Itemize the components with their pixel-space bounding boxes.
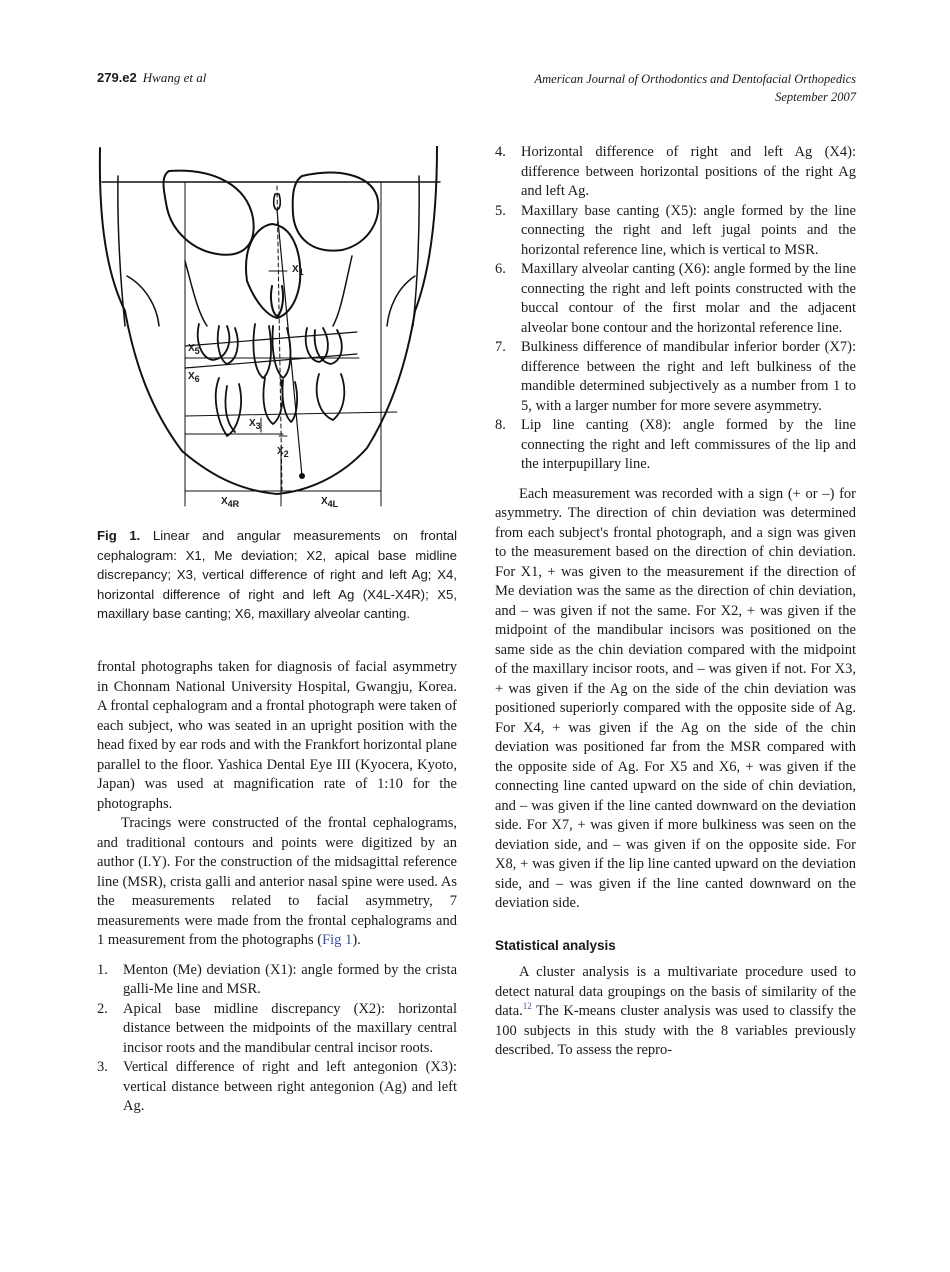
body-paragraph — [495, 963, 856, 1061]
list-number: 5. — [495, 202, 506, 219]
left-orbit — [293, 173, 379, 251]
running-header-left — [97, 70, 206, 86]
page-number: 279.e2 — [97, 70, 137, 85]
paragraph-text-end: The K-means cluster analysis was used to classify the 100 subjects in this study with the 8 variables previously described. To assess the repro- — [495, 1003, 856, 1058]
right-maxilla-contour — [185, 261, 207, 326]
list-item — [97, 1000, 457, 1059]
paragraph-text: A cluster analysis is a multivariate procedure used to detect natural data groupings on the basis of similarity of the data. — [495, 964, 856, 1019]
right-lower-root — [225, 386, 235, 432]
skull-outline — [100, 146, 437, 494]
list-text: Menton (Me) deviation (X1): angle formed by the crista galli-Me line and MSR. — [123, 961, 457, 997]
label-x4r — [221, 496, 239, 507]
list-item — [495, 260, 856, 338]
right-lower-molar — [216, 378, 241, 436]
paragraph-text: Tracings were constructed of the frontal cephalograms, and traditional contours and points were digitized by an author (I.Y). For the construction of the midsagittal reference line (MSR), crista galli and anterior nasal spine were used. As the measurements related to facial asymmetry, 7 measurements were made from the frontal cephalograms and 1 measurement from the photographs ( — [97, 815, 457, 948]
left-central-incisor — [272, 326, 290, 378]
list-item — [495, 143, 856, 202]
list-item — [495, 338, 856, 416]
list-text: Bulkiness difference of mandibular inferior border (X7): difference between the right and left bulkiness of the mandible determined subjectively as a number from 1 to 5, with a larger number for more severe asymmetry. — [521, 339, 856, 414]
label-x1-sub: 1 — [298, 267, 304, 277]
journal-title: American Journal of Orthodontics and Dentofacial Orthopedics — [534, 72, 856, 86]
label-x5-letter: X — [188, 343, 195, 354]
paragraph-text-end: ). — [352, 932, 361, 948]
teeth-group — [198, 324, 345, 436]
list-text: Maxillary alveolar canting (X6): angle formed by the line connecting the right and left points constructed with the buccal contour of the first molar and the adjacent alveolar bone contour and the horizontal reference line. — [521, 261, 856, 336]
section-heading: Statistical analysis — [495, 937, 616, 953]
label-x5-sub: 5 — [194, 346, 200, 356]
right-column — [495, 143, 856, 1061]
running-header-right — [535, 70, 857, 106]
measurement-list-part-2 — [495, 143, 856, 475]
caption-label: Fig 1. — [97, 528, 141, 543]
journal-issue: September 2007 — [775, 90, 856, 104]
body-paragraph: frontal photographs taken for diagnosis of facial asymmetry in Chonnam National University Hospital, Gwangju, Korea. A frontal cephalogram and a frontal photograph were taken of each subject, who was seated in an upright position with the head fixed by ear rods and with the Frankfort horizontal plane parallel to the floor. Yashica Dental Eye III (Kyocera, Kyoto, Japan) was used at magnification rate of 1:10 for the photographs. — [97, 659, 457, 812]
label-x6-letter: X — [188, 371, 195, 382]
list-number: 4. — [495, 144, 506, 160]
cephalogram-drawing — [97, 146, 457, 516]
menton-point — [300, 474, 304, 478]
list-text: Horizontal difference of right and left Ag (X4): difference between horizontal positions of the right Ag and left Ag. — [521, 144, 856, 199]
left-jugal-contour — [387, 276, 415, 326]
left-maxilla-contour — [333, 256, 352, 326]
list-item — [495, 202, 856, 261]
label-x2-sub: 2 — [283, 449, 289, 459]
label-x3-sub: 3 — [255, 421, 261, 431]
label-x4r-letter: X — [221, 496, 228, 507]
list-text: Vertical difference of right and left antegonion (X3): vertical distance between right antegonion (Ag) and left Ag. — [123, 1059, 457, 1114]
caption-text: Linear and angular measurements on frontal cephalogram: X1, Me deviation; X2, apical base midline discrepancy; X3, vertical difference of right and left Ag; X4, horizontal difference of right and left Ag (X4L-X4R); X5, maxillary base canting; X6, maxillary alveolar canting. — [97, 528, 458, 621]
list-item — [97, 961, 457, 1000]
label-x3 — [249, 418, 261, 429]
running-authors: Hwang et al — [142, 70, 207, 85]
left-column — [97, 658, 457, 1117]
reference-link[interactable]: 12 — [522, 1001, 532, 1012]
list-text: Maxillary base canting (X5): angle formed by the line connecting the right and left jugal points and the horizontal reference line, which is vertical to MSR. — [521, 202, 856, 258]
label-x4l-letter: X — [321, 496, 328, 507]
label-x5 — [188, 343, 200, 354]
list-text: Apical base midline discrepancy (X2): horizontal distance between the midpoints of the maxillary central incisor roots and the mandibular central incisor roots. — [123, 1000, 457, 1056]
label-x2-letter: X — [277, 446, 284, 457]
label-x6 — [188, 371, 200, 382]
right-central-incisor — [253, 324, 271, 378]
list-number: 3. — [97, 1059, 108, 1075]
label-x1-letter: X — [292, 264, 299, 275]
list-number: 1. — [97, 961, 108, 978]
measurement-list-part-1 — [97, 961, 457, 1117]
right-orbit — [164, 171, 254, 255]
list-item — [97, 1058, 457, 1117]
figure-caption — [97, 526, 457, 624]
lower-central-incisors — [263, 378, 282, 424]
list-item — [495, 416, 856, 475]
label-x4r-sub: 4R — [227, 499, 240, 509]
label-x1 — [292, 264, 304, 275]
list-number: 7. — [495, 339, 506, 355]
label-x4l — [321, 496, 338, 507]
right-jugal-contour — [127, 276, 159, 326]
label-x2 — [277, 446, 289, 457]
list-number: 6. — [495, 261, 506, 277]
list-text: Lip line canting (X8): angle formed by the line connecting the right and left commissures of the lip and the interpupillary line. — [521, 417, 856, 472]
label-x6-sub: 6 — [194, 374, 200, 384]
label-x3-letter: X — [249, 418, 256, 429]
right-upper-molar — [198, 324, 230, 360]
cephalogram-figure — [97, 146, 457, 516]
body-paragraph: Each measurement was recorded with a sign (+ or –) for asymmetry. The direction of chin deviation was determined from each subject's frontal photograph, and a sign was given to the measurement based on the direction of chin deviation. For X1, + was given to the measurement if the direction of Me deviation was the same as the direction of chin deviation, and – was given if not the same. For X2, + was given if the midpoint of the mandibular incisors was positioned on the same side as the chin deviation compared with the midpoint of the maxillary incisor roots, and – was given if not. For X3, + was given if the Ag on the side of the chin deviation was positioned superiorly compared with the opposite side of Ag. For X4, + was given if the Ag on the side of the chin deviation was positioned far from the MSR compared with the opposite side of Ag. For X5 and X6, + was given if the connecting line canted upward on the side of chin deviation, and – was given if the line canted downward on the deviation side. For X7, + was given if more bulkiness was seen on the deviation side, and – was given if on the opposite side. For X8, + was given if the lip line canted upward on the deviation side, and – was given if the line canted downward on the deviation side. — [495, 485, 856, 911]
figure-link[interactable]: Fig 1 — [322, 932, 353, 948]
label-x4l-sub: 4L — [327, 499, 339, 509]
list-number: 8. — [495, 417, 506, 433]
body-paragraph — [97, 814, 457, 951]
list-number: 2. — [97, 1000, 108, 1017]
